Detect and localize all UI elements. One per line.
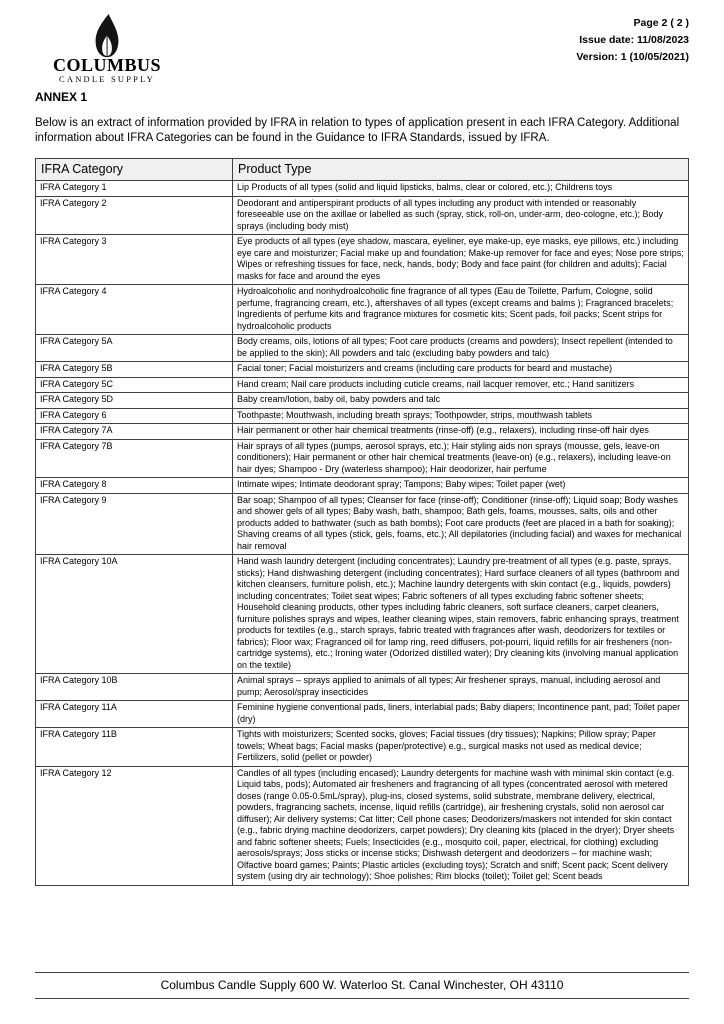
category-cell: IFRA Category 12 xyxy=(36,766,233,885)
product-type-cell: Lip Products of all types (solid and liquid lipsticks, balms, clear or colored, etc.); Childrens toys xyxy=(233,181,689,197)
category-cell: IFRA Category 6 xyxy=(36,408,233,424)
product-type-cell: Candles of all types (including encased); Laundry detergents for machine wash with minimal skin contact (e.g. Liquid tabs, pods); Automated air fresheners and fragrancing of all types (concentrated aerosol with metered doses (range 0.05-0.5mL/spray), plug-ins, closed systems, solid substrate, membrane delivery, electrical, powders, fragrancing sachets, incense, liquid refills (cartridge), air freshening crystals, solid non aerosol car diffuser); Air delivery systems; Cat litter; Cell phone cases; Deodorizers/maskers not intended for skin contact (e.g., fabric drying machine deodorizers, carpet powders); Dry cleaning kits (placed in the dryer); Dryer sheets and fabric softener sheets; Fuels; Insecticides (e.g., mosquito coil, paper, electrical, for clothing) excluding aerosols/sprays; Joss sticks or incense sticks; Dishwash detergent and deodorizers – for machine wash; Olfactive board games; Paints; Plastic articles (excluding toys); Scratch and sniff; Scent pack; Scent delivery system (using dry air technology); Shoe polishes; Rim blocks (toilet); Toilet gel; Scent beads xyxy=(233,766,689,885)
table-row xyxy=(36,555,689,674)
product-type-cell: Deodorant and antiperspirant products of all types including any product with intended or reasonably foreseeable use on the axillae or labelled as such (spray, stick, roll-on, under-arm, deo-cologne, etc.); Body sprays (including body mist) xyxy=(233,196,689,235)
product-type-cell: Tights with moisturizers; Scented socks, gloves; Facial tissues (dry tissues); Napkins; Pillow spray; Paper towels; Wheat bags; Facial masks (paper/protective) e.g., surgical masks not used as medical device; Fertilizers, solid (pellet or powder) xyxy=(233,728,689,767)
category-cell: IFRA Category 10A xyxy=(36,555,233,674)
category-cell: IFRA Category 2 xyxy=(36,196,233,235)
category-cell: IFRA Category 3 xyxy=(36,235,233,285)
table-row xyxy=(36,377,689,393)
table-row xyxy=(36,493,689,555)
product-type-cell: Feminine hygiene conventional pads, liners, interlabial pads; Baby diapers; Incontinence pant, pad; Toilet paper (dry) xyxy=(233,701,689,728)
product-type-cell: Hydroalcoholic and nonhydroalcoholic fine fragrance of all types (Eau de Toilette, Parfum, Cologne, solid perfume, fragrancing cream, etc.), aftershaves of all types (except creams and balms ); Fragranced bracelets; Ingredients of perfume kits and fragrance mixtures for cosmetic kits; Scent pads, foil packs; Scent strips for hydroalcoholic products xyxy=(233,285,689,335)
category-cell: IFRA Category 9 xyxy=(36,493,233,555)
category-cell: IFRA Category 5B xyxy=(36,362,233,378)
flame-icon xyxy=(90,14,124,58)
annex-title: ANNEX 1 xyxy=(35,90,88,104)
table-header-product-type: Product Type xyxy=(233,159,689,181)
table-row xyxy=(36,393,689,409)
table-row xyxy=(36,424,689,440)
table-row xyxy=(36,285,689,335)
table-row xyxy=(36,728,689,767)
brand-subtitle: CANDLE SUPPLY xyxy=(59,74,155,84)
footer-address: Columbus Candle Supply 600 W. Waterloo St. Canal Winchester, OH 43110 xyxy=(160,978,564,992)
product-type-cell: Eye products of all types (eye shadow, mascara, eyeliner, eye make-up, eye masks, eye pillows, etc.) including eye care and moisturizer; Facial make up and foundation; Make-up remover for face and eyes; Nose pore strips; Wipes or refreshing tissues for face, neck, hands, body; Body and face paint (for children and adults); Facial masks for face and around the eyes xyxy=(233,235,689,285)
table-header-category: IFRA Category xyxy=(36,159,233,181)
product-type-cell: Body creams, oils, lotions of all types; Foot care products (creams and powders); Insect repellent (intended to be applied to the skin); All powders and talc (excluding baby powders and talc) xyxy=(233,335,689,362)
table-row xyxy=(36,674,689,701)
category-cell: IFRA Category 4 xyxy=(36,285,233,335)
table-row xyxy=(36,408,689,424)
product-type-cell: Hair permanent or other hair chemical treatments (rinse-off) (e.g., relaxers), including rinse-off hair dyes xyxy=(233,424,689,440)
table-row xyxy=(36,196,689,235)
category-cell: IFRA Category 5A xyxy=(36,335,233,362)
table-row xyxy=(36,478,689,494)
product-type-cell: Baby cream/lotion, baby oil, baby powders and talc xyxy=(233,393,689,409)
table-row xyxy=(36,362,689,378)
product-type-cell: Animal sprays – sprays applied to animals of all types; Air freshener sprays, manual, including aerosol and pump; Aerosol/spray insecticides xyxy=(233,674,689,701)
table-row xyxy=(36,766,689,885)
intro-paragraph: Below is an extract of information provided by IFRA in relation to types of application present in each IFRA Category. Additional information about IFRA Categories can be found in the Guidance to IFRA Standards, issued by IFRA. xyxy=(35,117,680,144)
table-row xyxy=(36,181,689,197)
product-type-cell: Intimate wipes; Intimate deodorant spray; Tampons; Baby wipes; Toilet paper (wet) xyxy=(233,478,689,494)
page-number: Page 2 ( 2 ) xyxy=(633,17,689,29)
table-row xyxy=(36,335,689,362)
company-logo xyxy=(37,14,177,85)
category-cell: IFRA Category 10B xyxy=(36,674,233,701)
issue-date: Issue date: 11/08/2023 xyxy=(579,34,689,46)
product-type-cell: Bar soap; Shampoo of all types; Cleanser for face (rinse-off); Conditioner (rinse-off); Liquid soap; Body washes and shower gels of all types; Baby wash, bath, shampoo; Bath gels, foams, mousses, salts, oils and other products added to bathwater (such as bath bombs); Foot care products (feet are placed in a bath for soaking); Shaving creams of all types (stick, gels, foams, etc.); All depilatories (including facial) and waxes for mechanical hair removal xyxy=(233,493,689,555)
category-cell: IFRA Category 8 xyxy=(36,478,233,494)
table-row xyxy=(36,235,689,285)
page-meta xyxy=(576,14,689,66)
ifra-table-body xyxy=(36,181,689,886)
product-type-cell: Facial toner; Facial moisturizers and creams (including care products for beard and mustache) xyxy=(233,362,689,378)
table-row xyxy=(36,701,689,728)
product-type-cell: Hand wash laundry detergent (including concentrates); Laundry pre-treatment of all types (e.g. paste, sprays, sticks); Hand dishwashing detergent (including concentrates); Hard surface cleaners of all types (bathroom and kitchen cleansers, furniture polish, etc.); Machine laundry detergents with skin contact (e.g., liquids, powders) including concentrates; Toilet seat wipes; Fabric softeners of all types excluding fabric softener sheets; Household cleaning products, other types including fabric cleaners, soft surface cleaners, carpet cleaners, furniture polishes sprays and wipes, leather cleaning wipes, stain removers, fabric enhancing sprays, treatment products for textiles (e.g., starch sprays, fabric treated with fragrances after wash, deodorizers for textiles or fabrics); Floor wax; Fragranced oil for lamp ring, reed diffusers, pot-pourri, liquid refills for air fresheners (non-cartridge systems), etc.; Ironing water (Odorized distilled water); Dry cleaning kits (involving manual application on the textile) xyxy=(233,555,689,674)
category-cell: IFRA Category 1 xyxy=(36,181,233,197)
table-row xyxy=(36,439,689,478)
product-type-cell: Toothpaste; Mouthwash, including breath sprays; Toothpowder, strips, mouthwash tablets xyxy=(233,408,689,424)
table-header-row xyxy=(36,159,689,181)
category-cell: IFRA Category 5C xyxy=(36,377,233,393)
ifra-table-head xyxy=(36,159,689,181)
category-cell: IFRA Category 5D xyxy=(36,393,233,409)
category-cell: IFRA Category 11A xyxy=(36,701,233,728)
page-header xyxy=(35,14,689,84)
category-cell: IFRA Category 7A xyxy=(36,424,233,440)
ifra-table xyxy=(35,158,689,886)
category-cell: IFRA Category 7B xyxy=(36,439,233,478)
version-label: Version: 1 (10/05/2021) xyxy=(576,51,689,63)
product-type-cell: Hair sprays of all types (pumps, aerosol sprays, etc.); Hair styling aids non sprays (mousse, gels, leave-on conditioners); Hair permanent or other hair chemical treatments (leave-on) (e.g., relaxers), including leave-on hair dyes; Shampoo - Dry (waterless shampoo); Hair deodorizer, hair perfume xyxy=(233,439,689,478)
product-type-cell: Hand cream; Nail care products including cuticle creams, nail lacquer remover, etc.; Hand sanitizers xyxy=(233,377,689,393)
category-cell: IFRA Category 11B xyxy=(36,728,233,767)
page-footer xyxy=(35,972,689,999)
brand-name: COLUMBUS xyxy=(52,55,161,75)
